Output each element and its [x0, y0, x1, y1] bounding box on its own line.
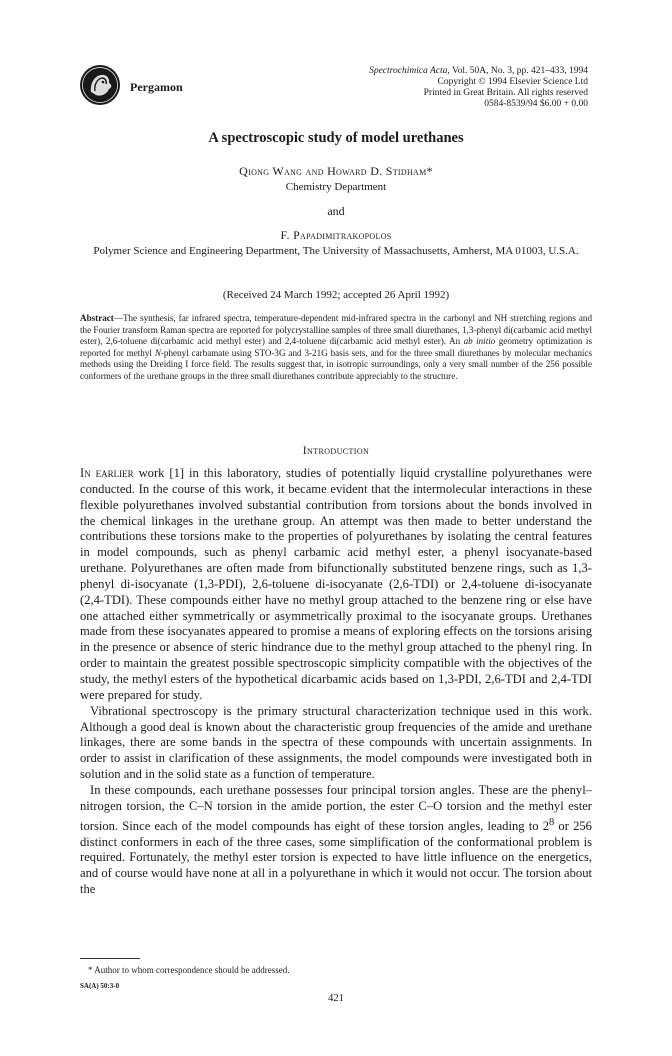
page-number: 421: [328, 993, 344, 1004]
body-text: [80, 466, 592, 898]
article-code: SA(A) 50:3-0: [80, 982, 120, 990]
footnote-rule: [80, 958, 140, 959]
and-separator: and: [327, 204, 345, 218]
journal-title: Spectrochimica Acta: [369, 66, 448, 76]
pergamon-logo-icon: [79, 64, 121, 106]
affiliation: Polymer Science and Engineering Department, The University of Massachusetts, Amherst, MA 01003, U.S.A.: [93, 245, 579, 257]
footnote: * Author to whom correspondence should be addressed.: [88, 965, 290, 975]
journal-issn: 0584-8539/94 $6.00 + 0.00: [484, 99, 588, 109]
paper-title: A spectroscopic study of model urethanes: [208, 130, 464, 146]
publisher-name: Pergamon: [130, 80, 183, 94]
department: Chemistry Department: [285, 181, 387, 193]
section-heading-introduction: Introduction: [302, 445, 370, 457]
journal-printed: Printed in Great Britain. All rights reserved: [423, 88, 588, 98]
received-dates: (Received 24 March 1992; accepted 26 April 1992): [222, 289, 450, 301]
abstract: Abstract—The synthesis, far infrared spectra, temperature-dependent mid-infrared spectra in the carbonyl and NH stretching regions and the Fourier transform Raman spectra are reported for polycrystalline samples of three small diurethanes, 1,3-phenyl di(carbamic acid methyl ester), 2,6-toluene di(carbamic acid methyl ester) and 2,4-toluene di(carbamic acid methyl ester). An ab initio geometry optimization is reported for methyl N-phenyl carbamate using STO-3G and 3-21G basis sets, and for the three small diurethanes by molecular mechanics methods using the Dreiding I force field. The results suggest that, in isotropic surroundings, only a very small number of the 256 possible conformers of the urethane groups in the three small diurethanes contribute appreciably to the structure.: [80, 313, 592, 381]
abstract-label: Abstract: [80, 313, 114, 323]
paragraph-3: In these compounds, each urethane possesses four principal torsion angles. These are the phenyl–nitrogen torsion, the C–N torsion in the amide portion, the ester C–O torsion and the methyl ester torsion. Since each of the model compounds has eight of these torsion angles, leading to $2^8$ or 256 distinct conformers in each of the three cases, some simplification of the conformational problem is required. Fortunately, the methyl ester torsion is expected to have little influence on the energetics, and of course would have none at all in a polyurethane in which it would not occur. The torsion about the: [80, 782, 592, 897]
paragraph-1: In earlier work [1] in this laboratory, studies of potentially liquid crystalline polyurethanes were conducted. In the course of this work, it became evident that the intermolecular interactions in these flexible polyurethanes involved substantial contribution from torsions about the bonds involved in the chemical linkages in the urethane group. An attempt was then made to better understand the contributions these torsions make to the properties of polyurethanes by isolating the central features in model compounds, such as phenyl carbamic acid methyl ester, a phenyl isocyanate-based urethane. Polyurethanes are often made from bifunctionally substituted benzene rings, such as 1,3-phenyl di-isocyanate (1,3-PDI), 2,6-toluene di-isocyanate (2,6-TDI) or 2,4-toluene di-isocyanate (2,4-TDI). These compounds either have no methyl group attached to the benzene ring or else have one attached either symmetrically or asymmetrically proximal to the isocyanate groups. Urethanes made from these isocyanates appeared to promise a means of exploring effects on the torsions arising in the presence or absence of steric hindrance due to the methyl group attached to the phenyl ring. In order to maintain the greatest possible spectroscopic simplicity compatible with the objectives of the study, the methyl esters of the hypothetical dicarbamic acids based on 1,3-PDI, 2,6-TDI and 2,4-TDI were prepared for study.: [80, 466, 592, 702]
third-author: F. Papadimitrakopolos: [280, 228, 392, 242]
journal-citation: Spectrochimica Acta, Vol. 50A, No. 3, pp. 421–433, 1994: [369, 66, 588, 76]
lead-in: In earlier: [80, 466, 134, 480]
journal-copyright: Copyright © 1994 Elsevier Science Ltd: [437, 77, 588, 87]
authors: Qiong Wang and Howard D. Stidham*: [239, 164, 433, 178]
paragraph-2: Vibrational spectroscopy is the primary structural characterization technique used in this work. Although a good deal is known about the characteristic group frequencies of the amide and urethane linkages, there are some bands in the spectra of these compounds with uncertain assignments. In order to assist in clarification of these assignments, the model compounds were investigated both in solution and in the solid state as a function of temperature.: [80, 703, 592, 782]
journal-info: [258, 66, 588, 110]
